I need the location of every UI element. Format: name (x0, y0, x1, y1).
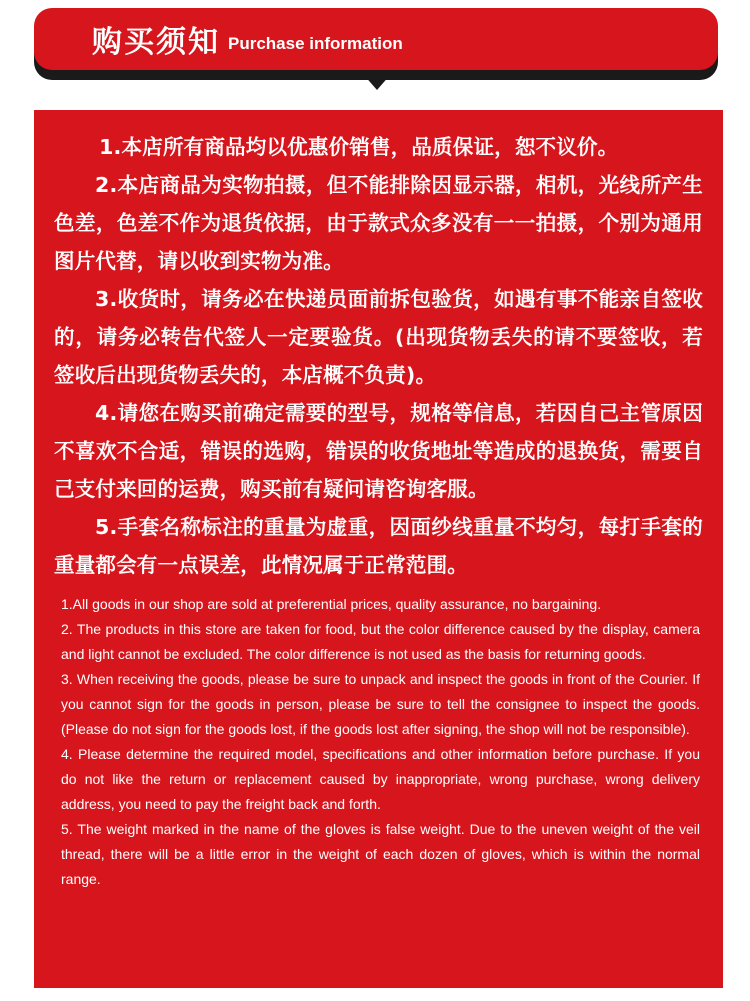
notice-en-item-1: 1.All goods in our shop are sold at preferential prices, quality assurance, no bargaining. (61, 596, 602, 612)
notice-cn-item-4: 4.请您在购买前确定需要的型号，规格等信息，若因自己主管原因不喜欢不合适，错误的选购，错误的收货地址等造成的退换货，需要自己支付来回的运费，购买前有疑问请咨询客服。 (54, 401, 703, 501)
notice-panel (34, 110, 723, 988)
header-banner (34, 8, 718, 70)
header-title-en: Purchase information (228, 34, 403, 53)
notice-cn-item-3: 3.收货时，请务必在快递员面前拆包验货，如遇有事不能亲自签收的，请务必转告代签人一定要验货。(出现货物丢失的请不要签收，若签收后出现货物丢失的，本店概不负责)。 (54, 287, 703, 387)
notice-cn-block (54, 128, 703, 584)
notice-cn-item-1: 1.本店所有商品均以优惠价销售，品质保证，恕不议价。 (99, 135, 619, 159)
notice-en-block (54, 592, 703, 892)
notice-en-item-2: 2. The products in this store are taken for food, but the color difference caused by the display, camera and light cannot be excluded. The color difference is not used as the basis for returning goods. (61, 621, 700, 662)
notice-en-item-5: 5. The weight marked in the name of the gloves is false weight. Due to the uneven weight of the veil thread, there will be a little error in the weight of each dozen of gloves, which is within the normal range. (61, 821, 700, 887)
notice-cn-item-2: 2.本店商品为实物拍摄，但不能排除因显示器，相机，光线所产生色差，色差不作为退货依据，由于款式众多没有一一拍摄，个别为通用图片代替，请以收到实物为准。 (54, 173, 703, 273)
notice-cn-item-5: 5.手套名称标注的重量为虚重，因面纱线重量不均匀，每打手套的重量都会有一点误差，此情况属于正常范围。 (54, 515, 703, 577)
header-pointer-icon (363, 74, 391, 90)
notice-en-item-3: 3. When receiving the goods, please be sure to unpack and inspect the goods in front of the Courier. If you cannot sign for the goods in person, please be sure to tell the consignee to inspect the goods. (Please do not sign for the goods lost, if the goods lost after signing, the shop will not be responsible). (61, 671, 700, 737)
notice-en-item-4: 4. Please determine the required model, specifications and other information before purchase. If you do not like the return or replacement caused by inappropriate, wrong purchase, wrong delivery address, you need to pay the freight back and forth. (61, 746, 700, 812)
header-title-cn: 购买须知 (92, 25, 220, 60)
